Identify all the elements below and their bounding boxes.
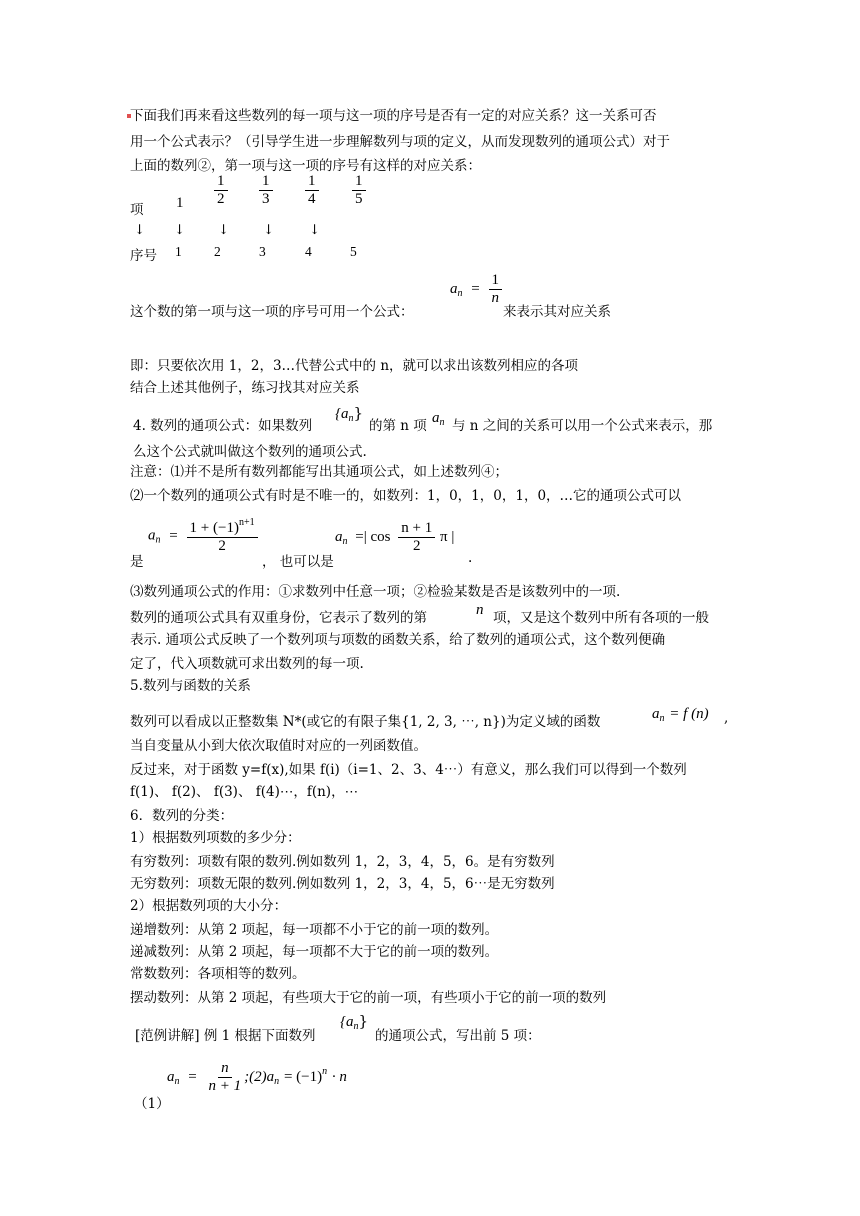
example-formula: $a_n$ = $\frac{n}{n + 1}$ $;(2)a_n = (-1)^n \cdot n$ [167,1060,347,1094]
intro-line-1: 下面我们再来看这些数列的每一项与这一项的序号是否有一定的对应关系？这一关系可否 [130,108,657,124]
formula1-before: 这个数的第一项与这一项的序号可用一个公式： [130,304,414,320]
term-5: $\frac{1}{5}$ [352,173,366,207]
class-1-heading: 1）根据数列项数的多少分： [130,830,301,846]
class-infinite: 无穷数列：项数无限的数列.例如数列 1，2，3，4，5，6⋯是无穷数列 [130,876,555,892]
index-4: 4 [305,244,312,259]
term-1: 1 [176,195,184,211]
note-1: 注意：⑴并不是所有数列都能写出其通项公式，如上述数列④； [130,464,508,480]
reverse-line-2: f(1)、 f(2)、 f(3)、 f(4)⋯，f(n)，⋯ [130,784,359,800]
example-part-b: 的通项公式，写出前 5 项： [375,1028,541,1044]
definition-line-2: 么这个公式就叫做这个数列的通项公式. [133,444,367,460]
term-2: $\frac{1}{2}$ [214,173,228,207]
arrow-5: ↓ [309,222,321,238]
formula1-expression: $a_n$ = $\frac{1}{n}$ [450,272,502,306]
note-2: ⑵一个数列的通项公式有时是不唯一的，如数列：1，0，1，0，1，0，…它的通项公式可以 [130,488,682,504]
index-5: 5 [350,244,357,259]
para-substitute: 即：只要依次用 1，2，3…代替公式中的 n，就可以求出该数列相应的各项 [130,358,579,374]
definition-part-c: 与 n 之间的关系可以用一个公式来表示，那 [452,418,713,434]
example-set-symbol: $\{a_n\}$ [340,1012,369,1032]
note-3: ⑶数列通项公式的作用：①求数列中任意一项；②检验某数是否是该数列中的一项. [130,584,621,600]
reverse-line-1: 反过来，对于函数 y=f(x),如果 f(i)（i=1、2、3、4⋯）有意义，那么我们可以得到一个数列 [130,762,687,778]
dual-part-b: 项，又是这个数列中所有各项的一般 [493,610,709,626]
formula-alternating-1: $a_n$ = $\frac{1 + (-1)^{n+1}}{2}$ [148,517,258,554]
index-1: 1 [175,244,182,259]
term-4: $\frac{1}{4}$ [305,173,319,207]
function-line-2: 当自变量从小到大依次取值时对应的一列函数值。 [130,738,427,754]
definition-part-b: 的第 n 项 [369,418,427,434]
index-2: 2 [214,244,221,259]
function-formula: $a_n = f$ (n) [652,706,709,724]
arrow-3: ↓ [218,222,230,238]
class-finite: 有穷数列：项数有限的数列.例如数列 1，2，3，4，5，6。是有穷数列 [130,854,555,870]
also-label: ， 也可以是 [262,554,334,570]
intro-line-2: 用一个公式表示？（引导学生进一步理解数列与项的定义，从而发现数列的通项公式）对于 [130,134,670,150]
class-increasing: 递增数列：从第 2 项起，每一项都不小于它的前一项的数列。 [130,922,499,938]
dual-line-2: 表示. 通项公式反映了一个数列项与项数的函数关系，给了数列的通项公式，这个数列便确 [130,632,666,648]
para-practice: 结合上述其他例子，练习找其对应关系 [130,380,360,396]
class-oscillating: 摆动数列：从第 2 项起，有些项大于它的前一项，有些项小于它的前一项的数列 [130,990,607,1006]
function-comma: , [724,710,729,726]
n-symbol: n [476,602,484,618]
class-decreasing: 递减数列：从第 2 项起，每一项都不大于它的前一项的数列。 [130,944,499,960]
index-3: 3 [259,244,266,259]
index-row-label: 序号 [130,248,157,264]
dual-part-a: 数列的通项公式具有双重身份，它表示了数列的第 [130,610,427,626]
class-2-heading: 2）根据数列项的大小分： [130,898,288,914]
example-label: （1） [134,1096,170,1112]
intro-line-3: 上面的数列②，第一项与这一项的序号有这样的对应关系： [130,158,481,174]
is-label: 是 [130,554,144,570]
formula-dot: . [468,550,473,566]
sequence-set-symbol: $\{a_n\}$ [335,404,364,424]
example-part-a: [范例讲解] 例 1 根据下面数列 [135,1028,316,1044]
term-3: $\frac{1}{3}$ [259,173,273,207]
section-6-heading: 6．数列的分类： [130,808,234,824]
arrow-1: ↓ [134,222,146,238]
arrow-2: ↓ [174,222,186,238]
nth-term-symbol: $a_n$ [432,410,445,428]
formula-alternating-2: $a_n$ =| cos $\frac{n + 1}{2}$ π | [335,520,455,554]
dual-line-3: 定了，代入项数就可求出数列的每一项. [130,656,364,672]
arrow-4: ↓ [263,222,275,238]
function-line-a: 数列可以看成以正整数集 N*(或它的有限子集{1, 2, 3, ⋯, n})为定义域的函数 [130,714,601,730]
definition-part-a: 4. 数列的通项公式：如果数列 [133,418,313,434]
term-row-label: 项 [130,202,144,218]
section-5-heading: 5.数列与函数的关系 [130,678,251,694]
formula1-after: 来表示其对应关系 [503,304,611,320]
class-constant: 常数数列：各项相等的数列。 [130,966,306,982]
